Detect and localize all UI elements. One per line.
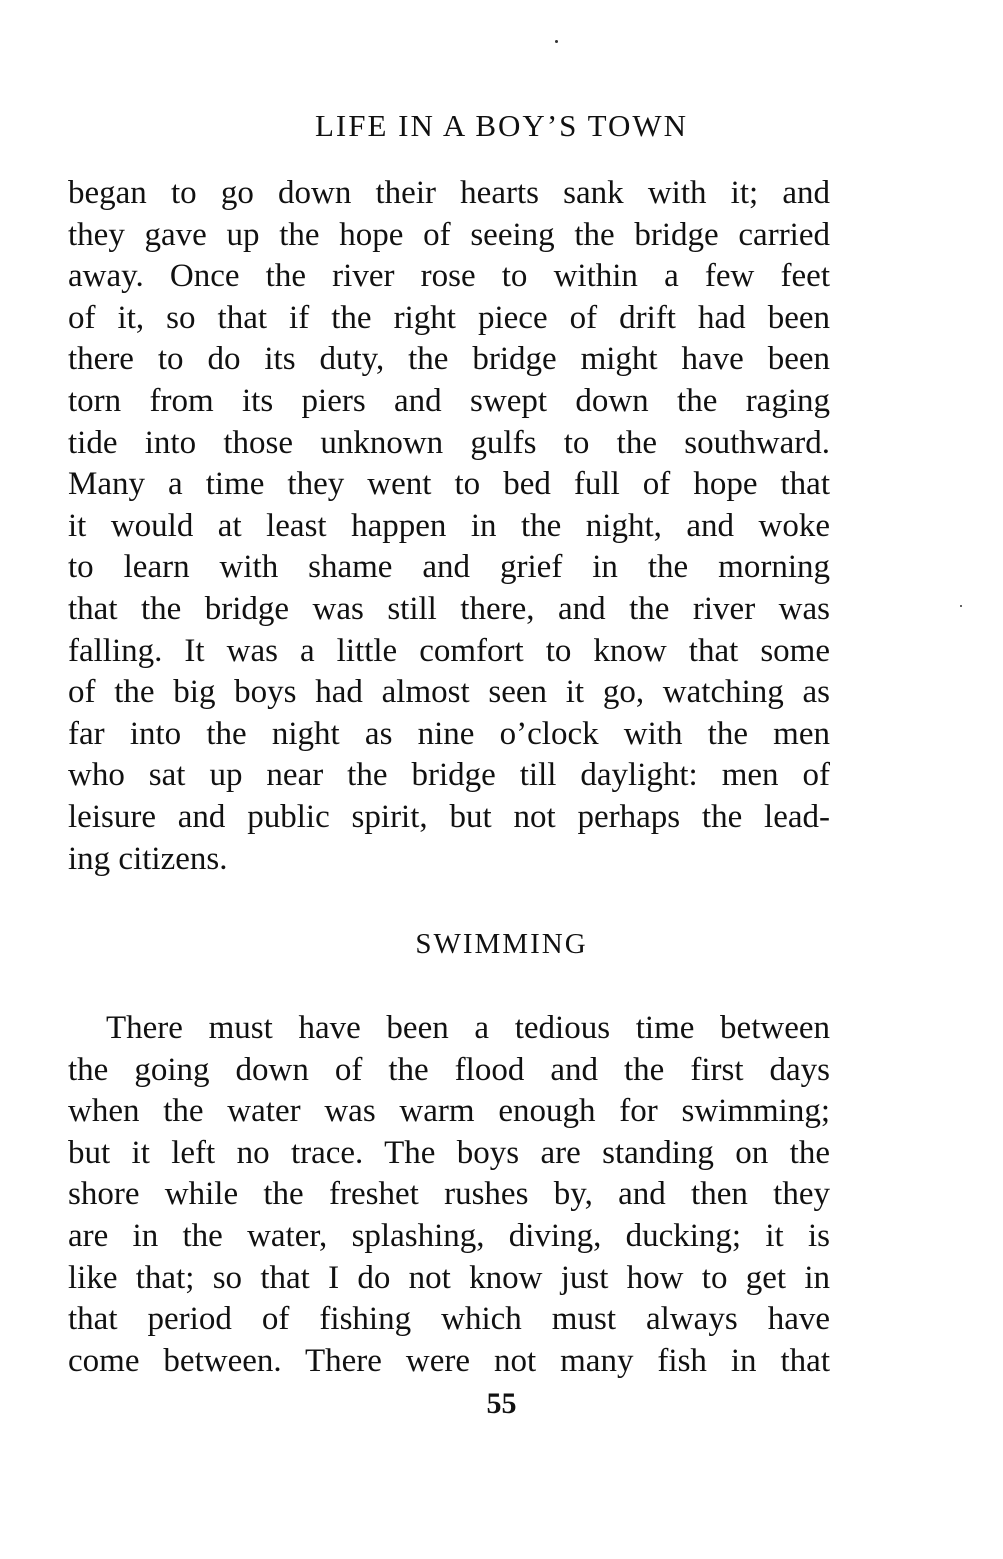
text-line: shore while the freshet rushes by, and then they xyxy=(68,1176,830,1213)
scan-speck xyxy=(555,40,558,43)
text-line: that the bridge was still there, and the river was xyxy=(68,590,830,627)
text-line: away. Once the river rose to within a few feet xyxy=(68,258,830,295)
text-line: it would at least happen in the night, and woke xyxy=(68,507,830,544)
text-line: ing citizens. xyxy=(68,840,228,877)
text-line: of the big boys had almost seen it go, watching as xyxy=(68,674,830,711)
text-line: began to go down their hearts sank with it; and xyxy=(68,175,830,211)
text-line: are in the water, splashing, diving, ducking; it is xyxy=(68,1217,830,1254)
running-head: LIFE IN A BOY’S TOWN xyxy=(315,108,688,143)
text-line: far into the night as nine o’clock with the men xyxy=(68,715,830,752)
text-line: like that; so that I do not know just how to get in xyxy=(68,1259,830,1296)
text-line: the going down of the flood and the first days xyxy=(68,1051,830,1088)
text-line: leisure and public spirit, but not perhaps the lead- xyxy=(68,798,830,835)
scan-speck xyxy=(960,605,962,607)
text-line: they gave up the hope of seeing the bridge carried xyxy=(68,216,830,253)
text-line: come between. There were not many fish in that xyxy=(68,1342,830,1379)
text-line: falling. It was a little comfort to know that some xyxy=(68,632,830,669)
text-line: tide into those unknown gulfs to the southward. xyxy=(68,424,830,461)
text-line: when the water was warm enough for swimming; xyxy=(68,1093,830,1130)
text-line: but it left no trace. The boys are standing on the xyxy=(68,1134,830,1171)
page-number: 55 xyxy=(486,1387,517,1420)
paragraph-flood xyxy=(68,173,830,880)
text-line: of it, so that if the right piece of drift had been xyxy=(68,299,830,336)
text-line: There must have been a tedious time between xyxy=(106,1010,830,1046)
section-heading: SWIMMING xyxy=(415,928,588,960)
text-line: who sat up near the bridge till daylight: men of xyxy=(68,757,830,794)
text-line: that period of fishing which must always have xyxy=(68,1301,830,1338)
text-line: torn from its piers and swept down the raging xyxy=(68,382,830,419)
text-line: to learn with shame and grief in the morning xyxy=(68,549,830,586)
paragraph-swimming xyxy=(68,1008,830,1382)
text-line: there to do its duty, the bridge might have been xyxy=(68,341,830,378)
text-line: Many a time they went to bed full of hope that xyxy=(68,466,830,503)
